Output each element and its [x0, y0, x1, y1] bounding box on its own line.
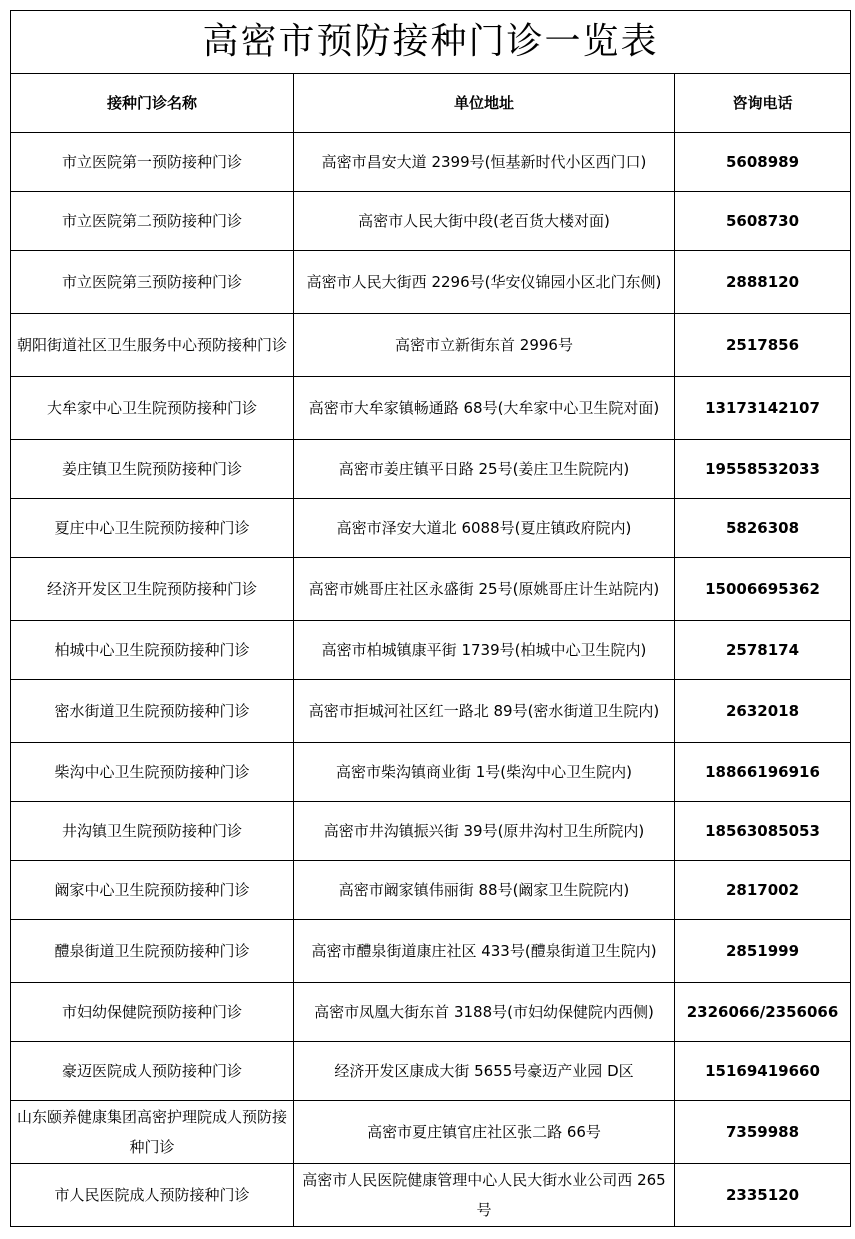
clinic-name: 市立医院第二预防接种门诊 [11, 192, 294, 251]
clinic-name: 密水街道卫生院预防接种门诊 [11, 680, 294, 743]
page-title: 高密市预防接种门诊一览表 [11, 11, 851, 74]
table-row [11, 499, 851, 558]
clinic-address: 经济开发区康成大街 5655号豪迈产业园 D区 [294, 1042, 675, 1101]
clinic-address: 高密市阚家镇伟丽街 88号(阚家卫生院院内) [294, 861, 675, 920]
clinic-address: 高密市井沟镇振兴街 39号(原井沟村卫生所院内) [294, 802, 675, 861]
clinic-address: 高密市立新街东首 2996号 [294, 314, 675, 377]
clinic-phone: 2326066/2356066 [675, 983, 851, 1042]
clinic-table [10, 10, 851, 1227]
clinic-phone: 13173142107 [675, 377, 851, 440]
clinic-address: 高密市凤凰大街东首 3188号(市妇幼保健院内西侧) [294, 983, 675, 1042]
clinic-name: 姜庄镇卫生院预防接种门诊 [11, 440, 294, 499]
clinic-name: 朝阳街道社区卫生服务中心预防接种门诊 [11, 314, 294, 377]
table-row [11, 251, 851, 314]
clinic-address: 高密市姜庄镇平日路 25号(姜庄卫生院院内) [294, 440, 675, 499]
clinic-name: 醴泉街道卫生院预防接种门诊 [11, 920, 294, 983]
clinic-address: 高密市人民大街中段(老百货大楼对面) [294, 192, 675, 251]
header-address: 单位地址 [294, 74, 675, 133]
header-phone: 咨询电话 [675, 74, 851, 133]
clinic-address: 高密市姚哥庄社区永盛街 25号(原姚哥庄计生站院内) [294, 558, 675, 621]
table-row [11, 314, 851, 377]
clinic-address: 高密市昌安大道 2399号(恒基新时代小区西门口) [294, 133, 675, 192]
clinic-address: 高密市柴沟镇商业街 1号(柴沟中心卫生院内) [294, 743, 675, 802]
clinic-phone: 19558532033 [675, 440, 851, 499]
table-row [11, 133, 851, 192]
clinic-address: 高密市泽安大道北 6088号(夏庄镇政府院内) [294, 499, 675, 558]
table-row [11, 192, 851, 251]
table-row [11, 1164, 851, 1227]
table-row [11, 558, 851, 621]
title-row [11, 11, 851, 74]
clinic-name: 阚家中心卫生院预防接种门诊 [11, 861, 294, 920]
clinic-name: 柏城中心卫生院预防接种门诊 [11, 621, 294, 680]
table-row [11, 440, 851, 499]
clinic-phone: 2888120 [675, 251, 851, 314]
clinic-address: 高密市人民大街西 2296号(华安仪锦园小区北门东侧) [294, 251, 675, 314]
clinic-phone: 18866196916 [675, 743, 851, 802]
clinic-phone: 15169419660 [675, 1042, 851, 1101]
clinic-phone: 5608730 [675, 192, 851, 251]
table-row [11, 802, 851, 861]
clinic-phone: 2632018 [675, 680, 851, 743]
clinic-phone: 2517856 [675, 314, 851, 377]
clinic-phone: 18563085053 [675, 802, 851, 861]
table-row [11, 1101, 851, 1164]
clinic-name: 柴沟中心卫生院预防接种门诊 [11, 743, 294, 802]
table-row [11, 680, 851, 743]
clinic-name: 豪迈医院成人预防接种门诊 [11, 1042, 294, 1101]
clinic-name: 经济开发区卫生院预防接种门诊 [11, 558, 294, 621]
clinic-name: 夏庄中心卫生院预防接种门诊 [11, 499, 294, 558]
clinic-phone: 7359988 [675, 1101, 851, 1164]
clinic-phone: 2851999 [675, 920, 851, 983]
vaccination-clinic-sheet [10, 10, 850, 1227]
table-row [11, 377, 851, 440]
clinic-phone: 5608989 [675, 133, 851, 192]
clinic-name: 市立医院第一预防接种门诊 [11, 133, 294, 192]
table-row [11, 743, 851, 802]
clinic-phone: 15006695362 [675, 558, 851, 621]
clinic-name: 井沟镇卫生院预防接种门诊 [11, 802, 294, 861]
header-clinic-name: 接种门诊名称 [11, 74, 294, 133]
clinic-phone: 5826308 [675, 499, 851, 558]
clinic-name: 市立医院第三预防接种门诊 [11, 251, 294, 314]
table-row [11, 920, 851, 983]
table-row [11, 621, 851, 680]
table-row [11, 983, 851, 1042]
clinic-phone: 2578174 [675, 621, 851, 680]
table-row [11, 1042, 851, 1101]
clinic-address: 高密市大牟家镇畅通路 68号(大牟家中心卫生院对面) [294, 377, 675, 440]
clinic-address: 高密市醴泉街道康庄社区 433号(醴泉街道卫生院内) [294, 920, 675, 983]
clinic-address: 高密市拒城河社区红一路北 89号(密水街道卫生院内) [294, 680, 675, 743]
clinic-name: 市人民医院成人预防接种门诊 [11, 1164, 294, 1227]
clinic-name: 市妇幼保健院预防接种门诊 [11, 983, 294, 1042]
clinic-phone: 2335120 [675, 1164, 851, 1227]
clinic-name: 大牟家中心卫生院预防接种门诊 [11, 377, 294, 440]
clinic-address: 高密市夏庄镇官庄社区张二路 66号 [294, 1101, 675, 1164]
clinic-phone: 2817002 [675, 861, 851, 920]
header-row [11, 74, 851, 133]
table-row [11, 861, 851, 920]
clinic-address: 高密市人民医院健康管理中心人民大街水业公司西 265号 [294, 1164, 675, 1227]
clinic-name: 山东颐养健康集团高密护理院成人预防接种门诊 [11, 1101, 294, 1164]
clinic-address: 高密市柏城镇康平街 1739号(柏城中心卫生院内) [294, 621, 675, 680]
